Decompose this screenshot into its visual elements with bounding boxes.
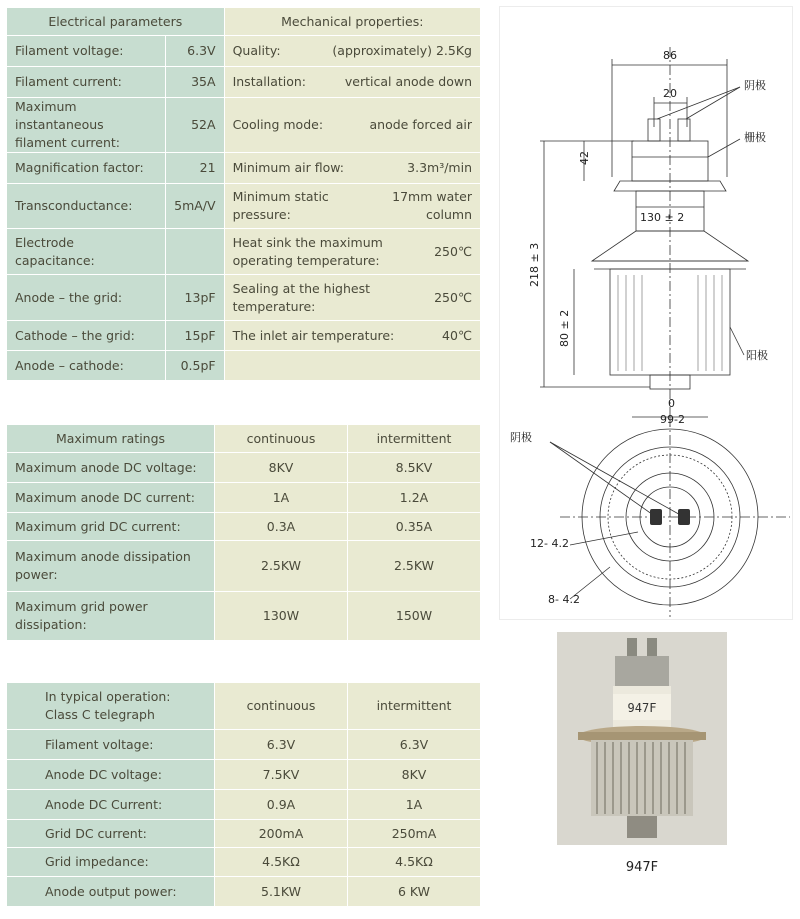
- mech-label: Quality:: [232, 43, 281, 58]
- typical-intermittent: 250mA: [348, 820, 481, 848]
- param-label: Filament voltage:: [7, 36, 166, 67]
- technical-drawing: [499, 6, 793, 620]
- mech-row: [225, 36, 481, 67]
- mech-row: [225, 98, 481, 153]
- cathode-label-top: 阴极: [744, 79, 766, 92]
- param-label: Electrode capacitance:: [7, 229, 166, 275]
- rating-label: Maximum grid DC current:: [7, 513, 215, 541]
- rating-intermittent: 150W: [348, 592, 481, 641]
- mech-label: Heat sink the maximum operating temperature:: [232, 234, 383, 268]
- tube-outline-drawing: [500, 7, 794, 621]
- ratings-col-continuous: continuous: [215, 425, 348, 453]
- dim-42-label: 42: [578, 151, 591, 165]
- dim-12-label: 12- 4.2: [530, 537, 569, 550]
- mech-value: (approximately) 2.5Kg: [332, 43, 472, 58]
- typical-continuous: 4.5KΩ: [215, 848, 348, 877]
- mech-empty: [225, 351, 481, 381]
- rating-continuous: 130W: [215, 592, 348, 641]
- typical-header: In typical operation: Class C telegraph: [7, 683, 215, 730]
- mech-row: [225, 153, 481, 184]
- param-label: Anode – cathode:: [7, 351, 166, 381]
- param-value: 52A: [166, 98, 224, 153]
- mech-row: [225, 321, 481, 351]
- typical-intermittent: 6.3V: [348, 730, 481, 760]
- mech-label: Minimum static pressure:: [232, 189, 329, 222]
- param-value: [166, 229, 224, 275]
- anode-label: 阳极: [746, 349, 768, 362]
- dim-218-label: 218 ± 3: [528, 242, 541, 287]
- rating-label: Maximum anode DC current:: [7, 483, 215, 513]
- mech-row: [225, 67, 481, 98]
- param-label: Filament current:: [7, 67, 166, 98]
- mech-value: anode forced air: [369, 117, 472, 132]
- param-value: 35A: [166, 67, 224, 98]
- typical-label: Filament voltage:: [7, 730, 215, 760]
- dim-20-label: 20: [663, 87, 677, 100]
- typical-label: Anode output power:: [7, 877, 215, 907]
- param-label: Magnification factor:: [7, 153, 166, 184]
- typical-intermittent: 1A: [348, 790, 481, 820]
- param-label: Maximum instantaneous filament current:: [7, 98, 166, 153]
- rating-continuous: 8KV: [215, 453, 348, 483]
- rating-label: Maximum grid power dissipation:: [7, 592, 215, 641]
- param-value: 6.3V: [166, 36, 224, 67]
- electrical-header: Electrical parameters: [7, 8, 225, 36]
- typical-continuous: 200mA: [215, 820, 348, 848]
- photo-caption: 947F: [625, 860, 659, 875]
- dim-0-label: 0: [668, 397, 675, 410]
- typical-label: Grid DC current:: [7, 820, 215, 848]
- param-value: 13pF: [166, 275, 224, 321]
- param-value: 15pF: [166, 321, 224, 351]
- rating-label: Maximum anode dissipation power:: [7, 541, 215, 592]
- mech-value: 40℃: [442, 327, 472, 343]
- electrical-mechanical-table: [7, 8, 481, 381]
- dim-8-label: 8- 4.2: [548, 593, 580, 606]
- typical-intermittent: 4.5KΩ: [348, 848, 481, 877]
- rating-intermittent: 8.5KV: [348, 453, 481, 483]
- mechanical-header: Mechanical properties:: [225, 8, 481, 36]
- mech-label: Minimum air flow:: [232, 160, 344, 175]
- param-value: 5mA/V: [166, 184, 224, 229]
- dim-99-label: 99-2: [660, 413, 685, 426]
- rating-label: Maximum anode DC voltage:: [7, 453, 215, 483]
- ratings-header: Maximum ratings: [7, 425, 215, 453]
- rating-continuous: 2.5KW: [215, 541, 348, 592]
- typical-label: Anode DC voltage:: [7, 760, 215, 790]
- typical-intermittent: 6 KW: [348, 877, 481, 907]
- rating-intermittent: 1.2A: [348, 483, 481, 513]
- mech-label: Cooling mode:: [232, 117, 324, 132]
- grid-label: 栅极: [744, 131, 766, 144]
- mech-value: 17mm water column: [392, 189, 472, 222]
- typical-continuous: 5.1KW: [215, 877, 348, 907]
- dim-130-label: 130 ± 2: [640, 211, 685, 224]
- mech-value: 250℃: [434, 289, 472, 305]
- mech-row: [225, 229, 481, 275]
- typical-label: Grid impedance:: [7, 848, 215, 877]
- typical-operation-table: [7, 683, 481, 907]
- typical-continuous: 6.3V: [215, 730, 348, 760]
- param-value: 21: [166, 153, 224, 184]
- rating-continuous: 0.3A: [215, 513, 348, 541]
- tube-photo-label: 947F: [627, 701, 657, 715]
- typical-intermittent: 8KV: [348, 760, 481, 790]
- typical-continuous: 0.9A: [215, 790, 348, 820]
- mech-row: [225, 275, 481, 321]
- mech-label: The inlet air temperature:: [232, 327, 395, 343]
- dim-80-label: 80 ± 2: [558, 309, 571, 347]
- ratings-col-intermittent: intermittent: [348, 425, 481, 453]
- rating-intermittent: 2.5KW: [348, 541, 481, 592]
- mech-row: [225, 184, 481, 229]
- rating-continuous: 1A: [215, 483, 348, 513]
- param-label: Anode – the grid:: [7, 275, 166, 321]
- dim-86-label: 86: [663, 49, 677, 62]
- cathode-label-bottom: 阴极: [510, 431, 532, 444]
- tube-photo: [557, 632, 727, 845]
- maximum-ratings-table: [7, 425, 481, 641]
- mech-value: 3.3m³/min: [407, 160, 472, 175]
- rating-intermittent: 0.35A: [348, 513, 481, 541]
- param-value: 0.5pF: [166, 351, 224, 381]
- mech-value: vertical anode down: [344, 74, 472, 89]
- typical-continuous: 7.5KV: [215, 760, 348, 790]
- mech-label: Sealing at the highest temperature:: [232, 280, 371, 314]
- mech-value: 250℃: [434, 243, 472, 259]
- typical-col-continuous: continuous: [215, 683, 348, 730]
- param-label: Transconductance:: [7, 184, 166, 229]
- param-label: Cathode – the grid:: [7, 321, 166, 351]
- typical-col-intermittent: intermittent: [348, 683, 481, 730]
- tube-photo-illustration: [557, 632, 727, 845]
- mech-label: Installation:: [232, 74, 307, 89]
- typical-label: Anode DC Current:: [7, 790, 215, 820]
